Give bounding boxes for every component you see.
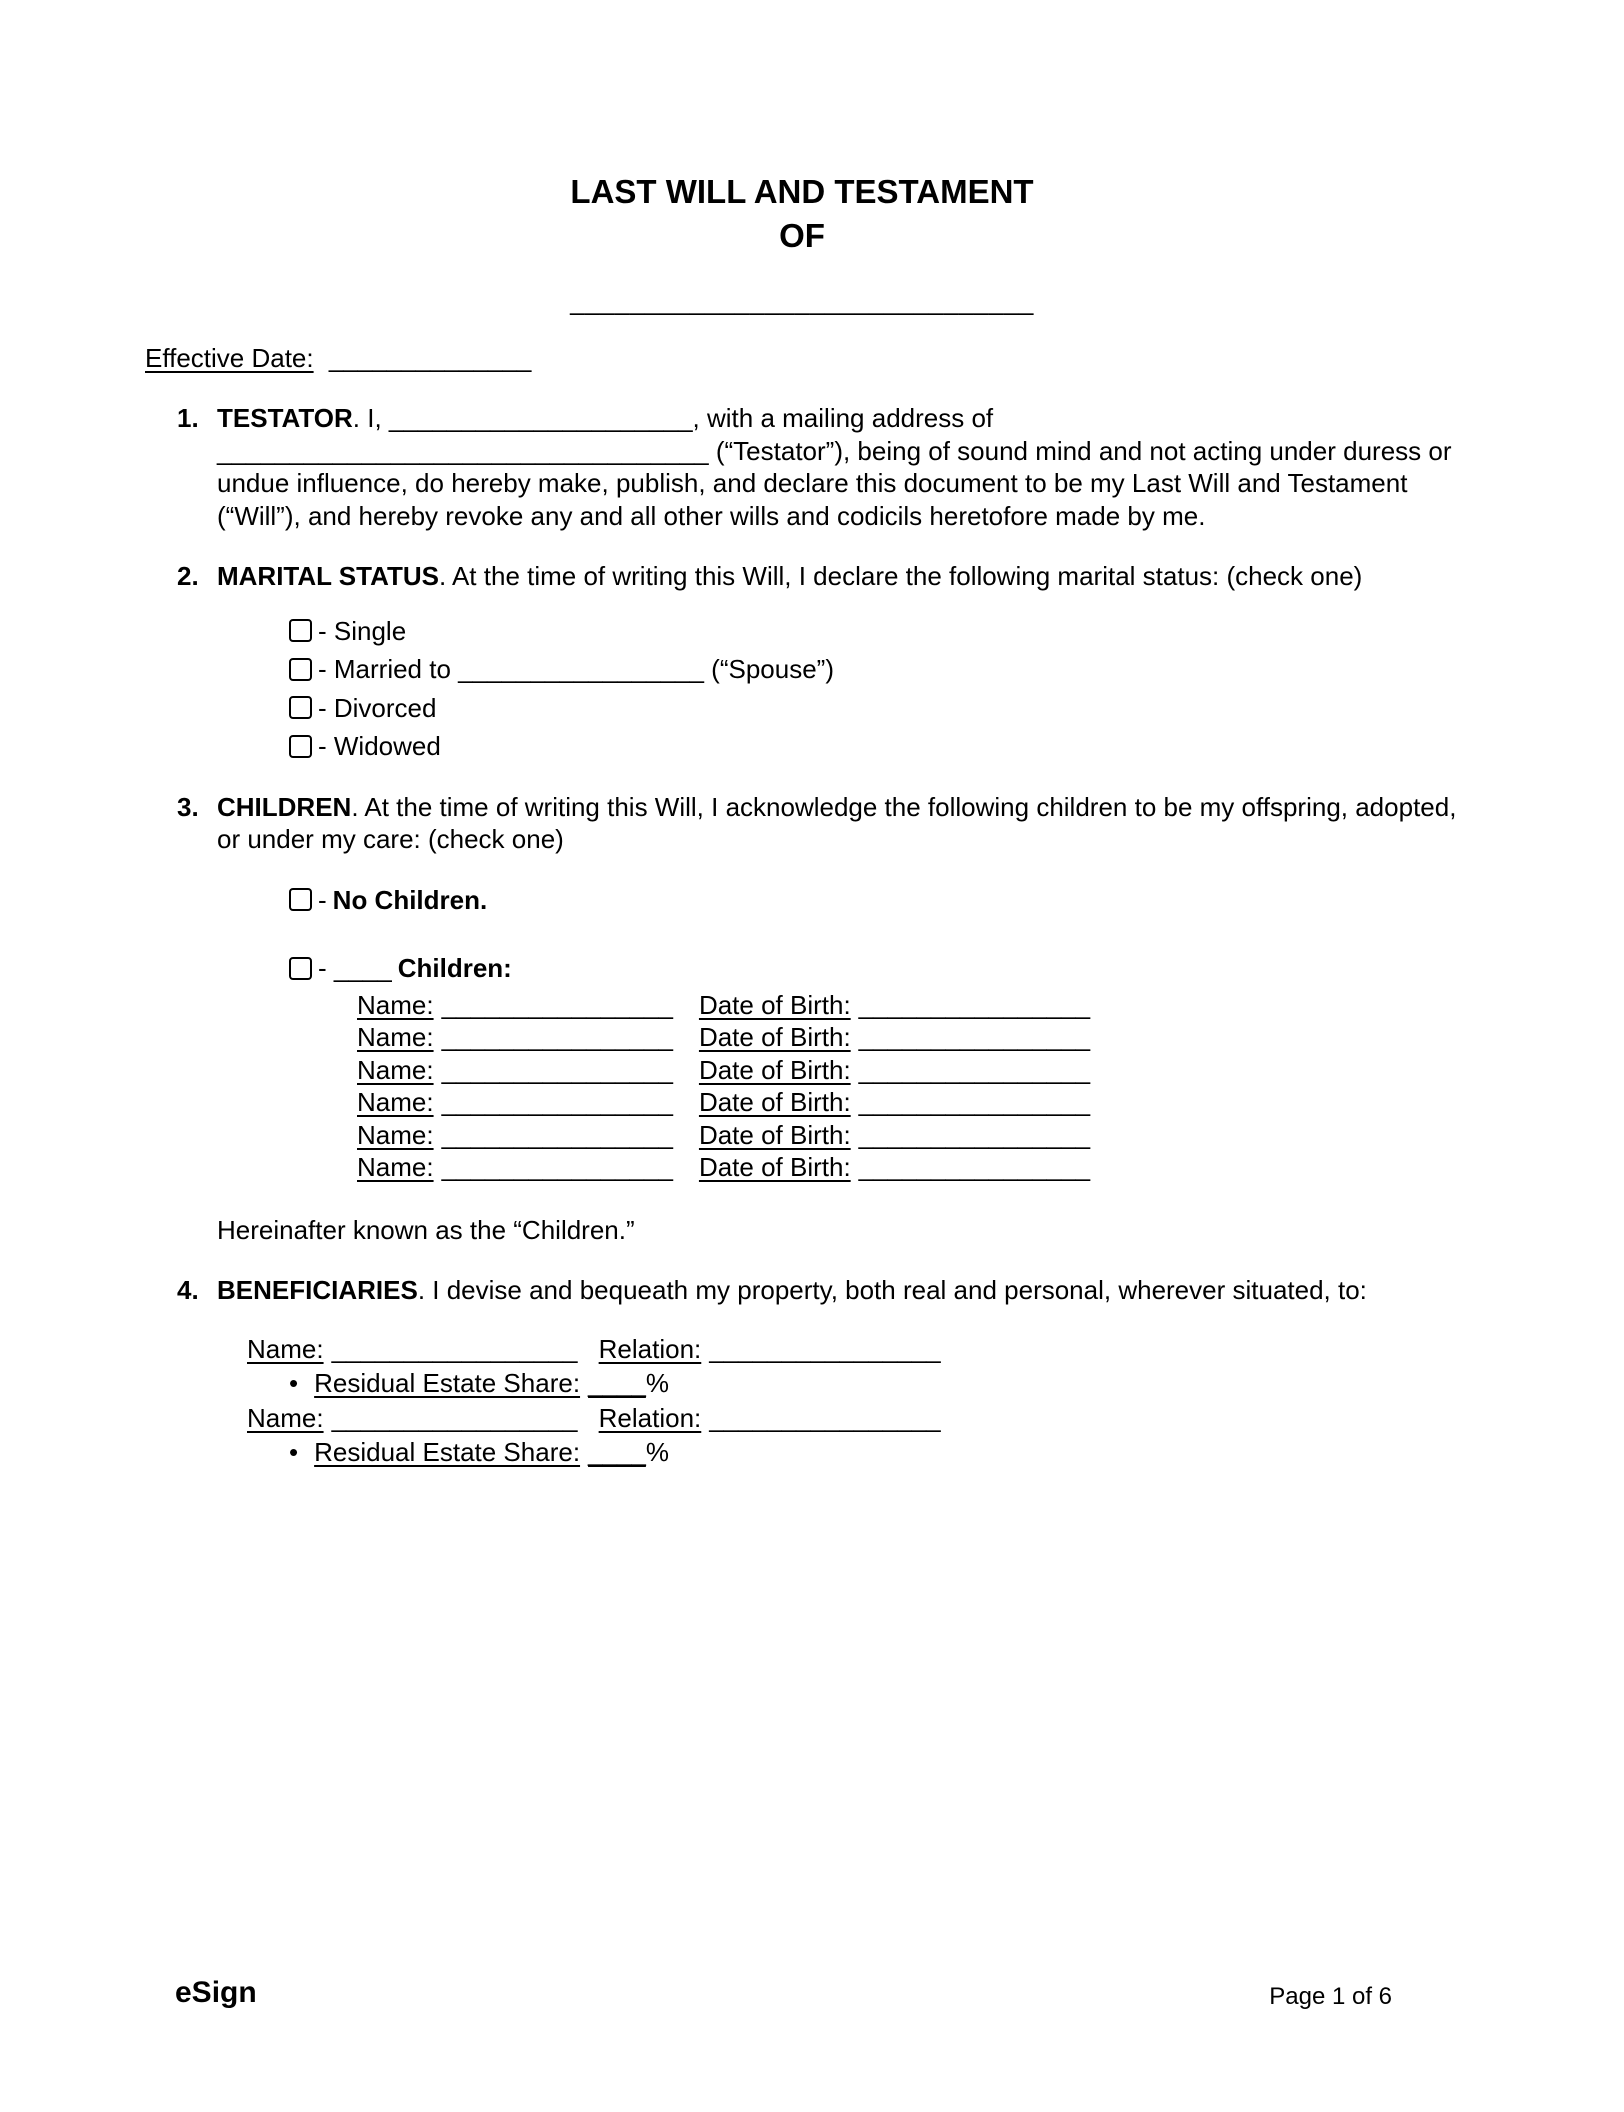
marital-option-married [289,653,1459,686]
section-marital-number: 2. [177,561,199,592]
beneficiary-relation-label: Relation: [598,1402,702,1433]
residual-share-blank[interactable]: ____ [588,1368,646,1399]
marital-option-divorced-label: - Divorced [318,692,437,723]
child-dob-label: Date of Birth: [698,989,851,1020]
single-checkbox[interactable] [289,619,312,642]
testator-name-blank[interactable]: _______________________________ [570,286,1034,317]
beneficiary-relation-label: Relation: [598,1333,702,1364]
section-marital-status [145,560,1459,763]
has-children-checkbox[interactable] [289,957,312,980]
document-title-block [145,170,1459,257]
beneficiary-relation-blank[interactable]: ________________ [709,1402,941,1433]
effective-date-blank[interactable]: ______________ [328,342,532,373]
children-options [289,884,1459,985]
child-dob-blank[interactable]: ________________ [858,1054,1091,1085]
section-testator-content [217,402,1459,532]
child-dob-label: Date of Birth: [698,1087,851,1118]
marital-option-widowed [289,730,1459,763]
child-dob-label: Date of Birth: [698,1152,851,1183]
children-count-blank[interactable]: - ____ [318,953,392,984]
section-testator [145,402,1459,532]
children-note: Hereinafter known as the “Children.” [217,1214,635,1245]
no-children-label: No Children. [332,884,488,915]
beneficiary-2-share-row [289,1436,1459,1469]
beneficiary-entries [247,1333,1459,1469]
effective-date-line [145,342,1459,375]
beneficiary-2-name-row [247,1402,1459,1435]
child-name-label: Name: [357,1119,434,1150]
child-row-6 [357,1151,1459,1184]
marital-option-married-label: - Married to _________________ (“Spouse”) [318,654,835,685]
child-dob-label: Date of Birth: [698,1119,851,1150]
residual-share-label: Residual Estate Share: [314,1368,581,1399]
child-dob-blank[interactable]: ________________ [858,1119,1091,1150]
document-title: LAST WILL AND TESTAMENT [570,173,1034,210]
marital-options-list [289,615,1459,763]
child-name-label: Name: [357,1152,434,1183]
beneficiary-1-name-row [247,1333,1459,1366]
child-name-blank[interactable]: ________________ [441,1119,673,1150]
effective-date-label: Effective Date: [145,342,314,373]
no-children-dash: - [318,884,327,915]
residual-share-blank[interactable]: ____ [588,1437,646,1468]
section-children-body: . At the time of writing this Will, I acknowledge the following children to be my offspring, adopted, or under my care: (check one) [217,791,1457,855]
child-row-1 [357,989,1459,1022]
residual-share-label: Residual Estate Share: [314,1437,581,1468]
child-name-label: Name: [357,1054,434,1085]
child-dob-blank[interactable]: ________________ [858,1152,1091,1183]
divorced-checkbox[interactable] [289,696,312,719]
child-row-2 [357,1021,1459,1054]
section-marital-body: . At the time of writing this Will, I declare the following marital status: (check one) [438,561,1363,592]
child-name-blank[interactable]: ________________ [441,1022,673,1053]
married-checkbox[interactable] [289,658,312,681]
section-children-heading: CHILDREN [217,791,352,822]
section-beneficiaries [145,1274,1459,1469]
bullet-icon: • [289,1368,299,1399]
child-dob-label: Date of Birth: [698,1054,851,1085]
document-title-of: OF [779,216,825,254]
children-label: Children: [397,953,512,984]
section-testator-body: . I, _____________________, with a mailing address of __________________________________ (“Testator”), being of sound mind and not acting under duress or undue influence, do hereby make, publish, and declare this document to be my Last Will and Testament (“Will”), and hereby revoke any and all other wills and codicils heretofore made by me. [217,403,1452,531]
child-dob-blank[interactable]: ________________ [858,1087,1091,1118]
beneficiary-name-blank[interactable]: _________________ [331,1333,578,1364]
beneficiary-name-label: Name: [247,1333,324,1364]
child-row-5 [357,1119,1459,1152]
child-name-blank[interactable]: ________________ [441,1087,673,1118]
section-children-content [217,791,1459,1247]
widowed-checkbox[interactable] [289,735,312,758]
children-option-none [289,884,1459,917]
children-table [357,989,1459,1184]
child-name-blank[interactable]: ________________ [441,1054,673,1085]
page-number: Page 1 of 6 [1269,1982,1392,2010]
children-option-count [289,952,1459,985]
child-row-4 [357,1086,1459,1119]
section-children-number: 3. [177,791,199,822]
child-dob-blank[interactable]: ________________ [858,1022,1091,1053]
page-footer [175,1974,1392,2012]
marital-option-single [289,615,1459,648]
section-beneficiaries-body: . I devise and bequeath my property, both real and personal, wherever situated, to: [417,1275,1367,1306]
section-testator-heading: TESTATOR [217,403,353,434]
section-children [145,791,1459,1247]
child-name-blank[interactable]: ________________ [441,1152,673,1183]
child-name-blank[interactable]: ________________ [441,989,673,1020]
section-beneficiaries-content [217,1274,1459,1469]
percent-sign: % [645,1368,670,1399]
section-marital-heading: MARITAL STATUS [217,561,439,592]
section-beneficiaries-heading: BENEFICIARIES [217,1275,418,1306]
beneficiary-name-label: Name: [247,1402,324,1433]
percent-sign: % [645,1437,670,1468]
section-marital-content [217,560,1459,763]
marital-option-single-label: - Single [318,615,407,646]
esign-logo: eSign [175,1976,257,2009]
child-dob-blank[interactable]: ________________ [858,989,1091,1020]
child-name-label: Name: [357,1022,434,1053]
child-name-label: Name: [357,989,434,1020]
beneficiary-relation-blank[interactable]: ________________ [709,1333,941,1364]
section-beneficiaries-number: 4. [177,1275,199,1306]
bullet-icon: • [289,1437,299,1468]
child-name-label: Name: [357,1087,434,1118]
section-testator-number: 1. [177,403,199,434]
marital-option-widowed-label: - Widowed [318,731,441,762]
child-row-3 [357,1054,1459,1087]
beneficiary-1-share-row [289,1367,1459,1400]
no-children-checkbox[interactable] [289,888,312,911]
child-dob-label: Date of Birth: [698,1022,851,1053]
beneficiary-name-blank[interactable]: _________________ [331,1402,578,1433]
marital-option-divorced [289,692,1459,725]
